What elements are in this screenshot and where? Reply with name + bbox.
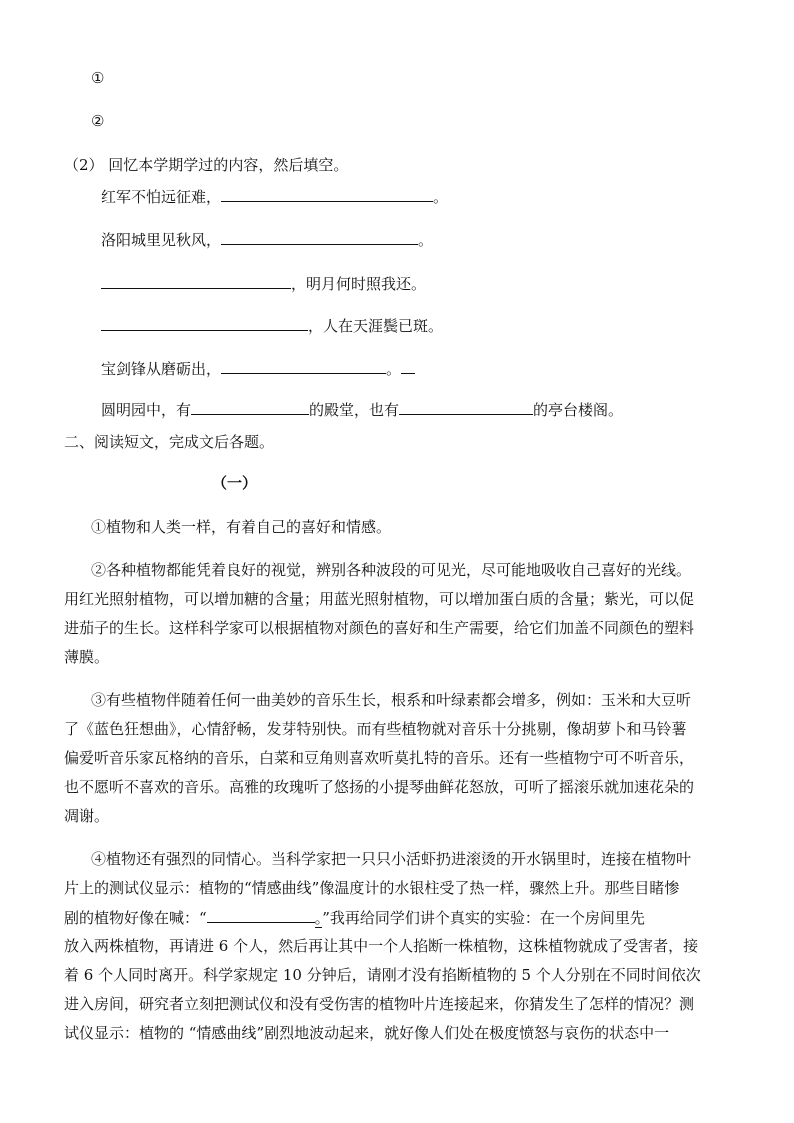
fill-line-5-suffix: 。 <box>386 360 402 378</box>
fill-line-4 <box>101 315 443 336</box>
fill-line-2 <box>101 229 433 250</box>
answer-marker-2: ② <box>91 112 105 130</box>
paragraph-4-line-3-prefix: 剧的植物好像在喊：“ <box>64 909 207 927</box>
paragraph-3-line-2: 了《蓝色狂想曲》，心情舒畅，发芽特别快。而有些植物就对音乐十分挑剔，像胡萝卜和马铃薯 <box>64 720 687 738</box>
paragraph-4-line-6: 进入房间，研究者立刻把测试仪和没有受伤害的植物叶片连接起来，你猜发生了怎样的情况？测 <box>64 995 695 1013</box>
fill-blank-2[interactable] <box>221 229 418 245</box>
fill-line-2-suffix: 。 <box>418 231 434 249</box>
paragraph-4-line-7: 试仪显示：植物的 “情感曲线”剧烈地波动起来，就好像人们处在极度愤怒与哀伤的状态中一 <box>64 1024 670 1042</box>
paragraph-2-line-4: 薄膜。 <box>64 648 110 666</box>
paragraph-3-line-1: ③有些植物伴随着任何一曲美妙的音乐生长，根系和叶绿素都会增多，例如：玉米和大豆听 <box>91 691 692 709</box>
fill-line-3-suffix: ，明月何时照我还。 <box>291 275 427 293</box>
fill-blank-3[interactable] <box>101 273 291 289</box>
paragraph-4-line-4: 放入两株植物，再请进 6 个人，然后再让其中一个人掐断一株植物，这株植物就成了受害者，接 <box>64 937 699 955</box>
fill-line-2-prefix: 洛阳城里见秋风， <box>101 231 222 249</box>
fill-line-1 <box>101 186 448 207</box>
paragraph-4-line-3-suffix: ”我再给同学们讲个真实的实验：在一个房间里先 <box>322 909 645 927</box>
paragraph-1: ①植物和人类一样，有着自己的喜好和情感。 <box>91 518 392 536</box>
fill-line-6-c: 的亭台楼阁。 <box>533 401 624 419</box>
paragraph-4-line-1: ④植物还有强烈的同情心。当科学家把一只只小活虾扔进滚烫的开水锅里时，连接在植物叶 <box>91 850 692 868</box>
paragraph-4-line-3 <box>64 907 645 928</box>
fill-blank-5[interactable] <box>221 358 386 374</box>
paragraph-3-line-3: 偏爱听音乐家瓦格纳的音乐，白菜和豆角则喜欢听莫扎特的音乐。还有一些植物宁可不听音乐， <box>64 749 695 767</box>
paragraph-2-line-3: 进茄子的生长。这样科学家可以根据植物对颜色的喜好和生产需要，给它们加盖不同颜色的塑料 <box>64 619 695 637</box>
paragraph-3-line-5: 凋谢。 <box>64 807 110 825</box>
fill-blank-6a[interactable] <box>191 399 309 415</box>
paragraph-2-line-1: ②各种植物都能凭着良好的视觉，辨别各种波段的可见光，尽可能地吸收自己喜好的光线。 <box>91 561 692 579</box>
fill-blank-6b[interactable] <box>399 399 533 415</box>
fill-line-6 <box>101 399 623 420</box>
paragraph-4-line-5: 着 6 个人同时离开。科学家规定 10 分钟后，请刚才没有掐断植物的 5 个人分别在不同时间依次 <box>64 966 701 984</box>
fill-blank-4[interactable] <box>101 315 308 331</box>
answer-marker-1: ① <box>91 69 105 87</box>
paragraph-2-line-2: 用红光照射植物，可以增加糖的含量；用蓝光照射植物，可以增加蛋白质的含量；紫光，可以促 <box>64 590 695 608</box>
fill-line-1-prefix: 红军不怕远征难， <box>101 188 222 206</box>
fill-blank-1[interactable] <box>221 186 433 202</box>
quote-blank[interactable] <box>207 907 315 923</box>
fill-line-1-suffix: 。 <box>433 188 449 206</box>
fill-line-5 <box>101 358 415 379</box>
passage-subtitle: （一） <box>212 474 258 492</box>
paragraph-3-line-4: 也不愿听不喜欢的音乐。高雅的玫瑰听了悠扬的小提琴曲鲜花怒放，可听了摇滚乐就加速花朵的 <box>64 778 695 796</box>
paragraph-4-line-2: 片上的测试仪显示：植物的“情感曲线”像温度计的水银柱受了热一样，骤然上升。那些目睹惨 <box>64 879 680 897</box>
fill-blank-5-tail <box>401 358 415 374</box>
fill-line-4-suffix: ，人在天涯鬓已斑。 <box>308 317 444 335</box>
quote-blank-period: 。 <box>314 909 323 927</box>
fill-line-3 <box>101 273 426 294</box>
fill-line-6-b: 的殿堂，也有 <box>309 401 400 419</box>
fill-line-6-a: 圆明园中，有 <box>101 401 192 419</box>
fill-line-5-prefix: 宝剑锋从磨砺出， <box>101 360 222 378</box>
question-2-title: （2） 回忆本学期学过的内容，然后填空。 <box>64 156 349 174</box>
section-2-title: 二、阅读短文，完成文后各题。 <box>64 433 275 451</box>
